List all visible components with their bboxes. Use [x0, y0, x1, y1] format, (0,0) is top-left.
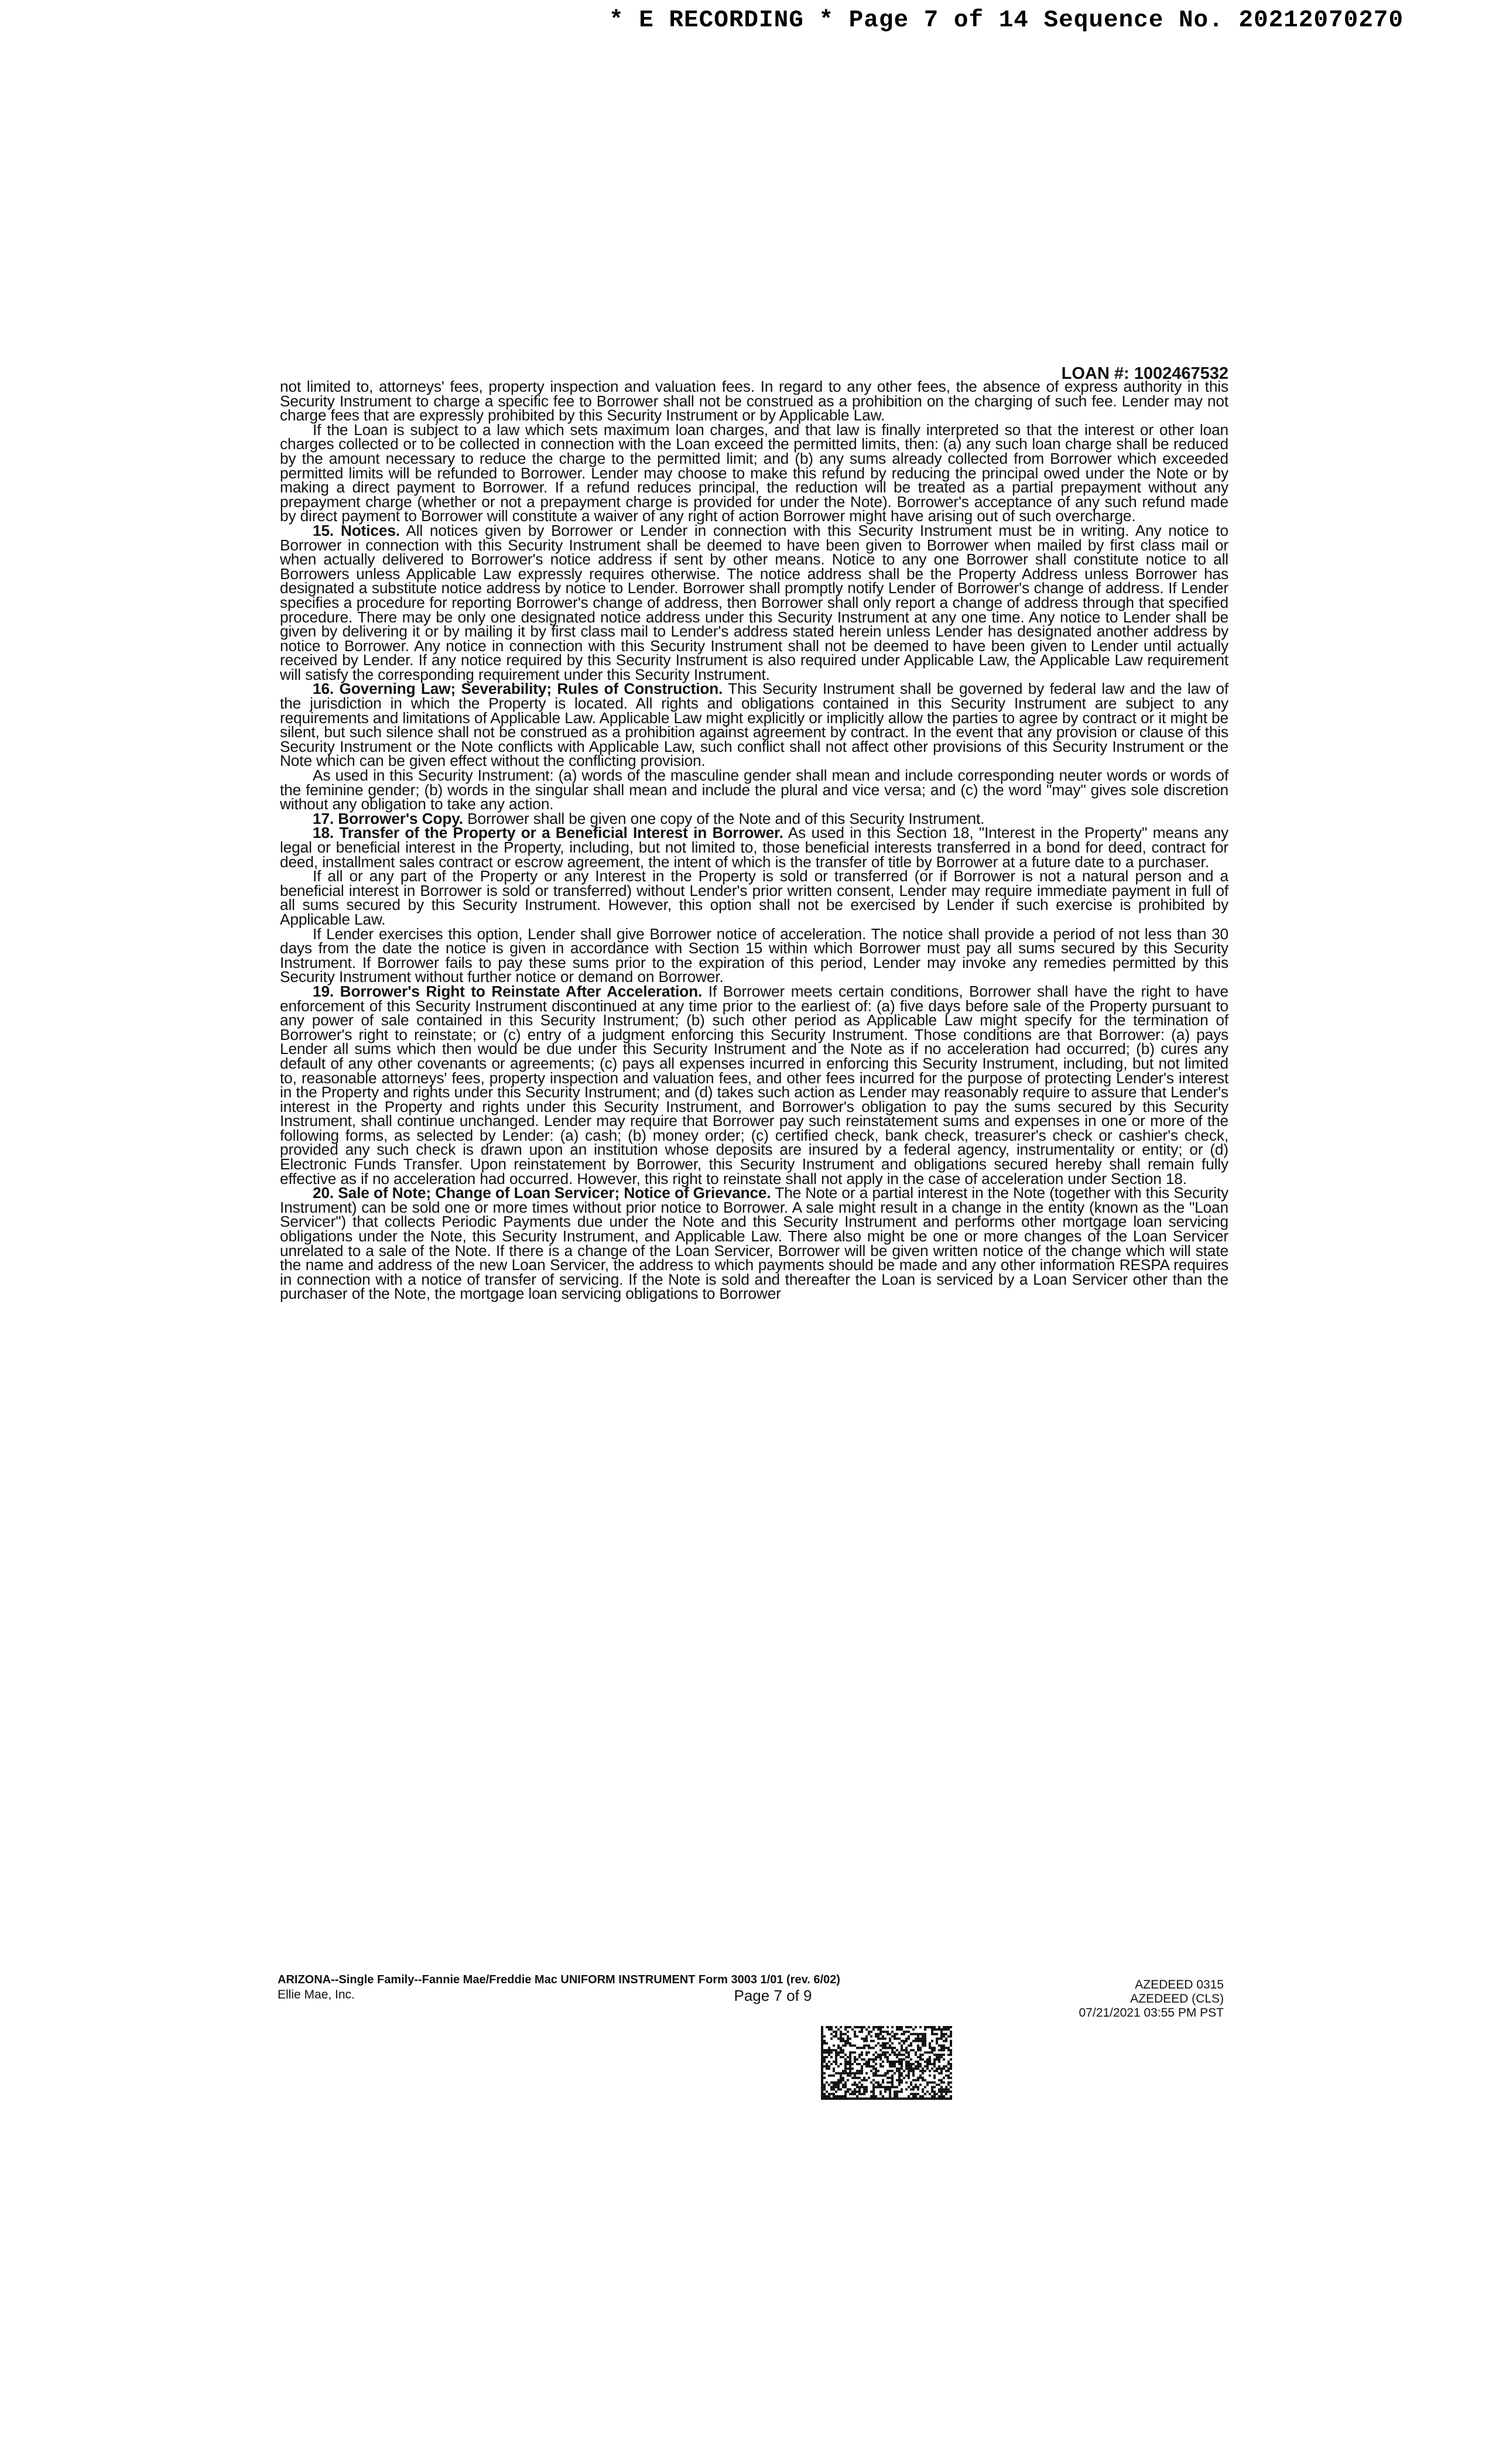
section-heading: 18. Transfer of the Property or a Beneficial Interest in Borrower.	[313, 824, 783, 842]
loan-number: LOAN #: 1002467532	[1061, 364, 1228, 383]
section-17-borrowers-copy: 17. Borrower's Copy. Borrower shall be given one copy of the Note and of this Security Instrument.	[313, 809, 985, 827]
document-body	[280, 379, 1228, 1301]
form-code: AZEDEED 0315	[1135, 1978, 1224, 1991]
section-heading: 20. Sale of Note; Change of Loan Servicer; Notice of Grievance.	[313, 1184, 771, 1202]
form-code-cls: AZEDEED (CLS)	[1130, 1992, 1224, 2006]
section-heading: 19. Borrower's Right to Reinstate After Acceleration.	[313, 982, 703, 1000]
page-number: Page 7 of 9	[734, 1987, 812, 2004]
paragraph: If Lender exercises this option, Lender shall give Borrower notice of acceleration. The notice shall provide a period of not less than 30 days from the date the notice is given in accordance with Section 15 within which Borrower must pay all sums secured by this Security Instrument. If Borrower fails to pay these sums prior to the expiration of this period, Lender may invoke any remedies permitted by this Security Instrument without further notice or demand on Borrower.	[280, 925, 1228, 986]
section-heading: 15. Notices.	[313, 521, 400, 539]
2d-barcode-icon	[821, 2026, 952, 2100]
section-20-sale-of-note: 20. Sale of Note; Change of Loan Servicer; Notice of Grievance. The Note or a partial interest in the Note (together with this Security Instrument) can be sold one or more times without prior notice to Borrower. A sale might result in a change in the entity (known as the "Loan Servicer") that collects Periodic Payments due under the Note and this Security Instrument and performs other mortgage loan servicing obligations under the Note, this Security Instrument, and Applicable Law. There also might be one or more changes of the Loan Servicer unrelated to a sale of the Note. If there is a change of the Loan Servicer, Borrower will be given written notice of the change which will state the name and address of the new Loan Servicer, the address to which payments should be made and any other information RESPA requires in connection with a notice of transfer of servicing. If the Note is sold and thereafter the Loan is serviced by a Loan Servicer other than the purchaser of the Note, the mortgage loan servicing obligations to Borrower	[280, 1184, 1228, 1303]
recording-header: * E RECORDING * Page 7 of 14 Sequence No. 20212070270	[609, 7, 1404, 34]
form-identifier: ARIZONA--Single Family--Fannie Mae/Freddie Mac UNIFORM INSTRUMENT Form 3003 1/01 (rev. 6/02)	[278, 1973, 840, 1986]
section-18-transfer: 18. Transfer of the Property or a Beneficial Interest in Borrower. As used in this Section 18, "Interest in the Property" means any legal or beneficial interest in the Property, including, but not limited to, those beneficial interests transferred in a bond for deed, contract for deed, installment sales contract or escrow agreement, the intent of which is the transfer of title by Borrower at a future date to a purchaser.	[280, 824, 1229, 871]
section-heading: 17. Borrower's Copy.	[313, 809, 463, 827]
paragraph: If all or any part of the Property or any Interest in the Property is sold or transferred (or if Borrower is not a natural person and a beneficial interest in Borrower is sold or transferred) without Lender's prior written consent, Lender may require immediate payment in full of all sums secured by this Security Instrument. However, this option shall not be exercised by Lender if such exercise is prohibited by Applicable Law.	[280, 867, 1228, 928]
company-name: Ellie Mae, Inc.	[278, 1988, 355, 2001]
section-heading: 16. Governing Law; Severability; Rules of Construction.	[313, 680, 723, 698]
footer-codes	[1031, 1978, 1224, 2020]
section-15-notices: 15. Notices. All notices given by Borrower or Lender in connection with this Security Instrument must be in writing. Any notice to Borrower in connection with this Security Instrument shall be deemed to have been given to Borrower when mailed by first class mail or when actually delivered to Borrower's notice address if sent by other means. Notice to any one Borrower shall constitute notice to all Borrowers unless Applicable Law expressly requires otherwise. The notice address shall be the Property Address unless Borrower has designated a substitute notice address by notice to Lender. Borrower shall promptly notify Lender of Borrower's change of address. If Lender specifies a procedure for reporting Borrower's change of address, then Borrower shall only report a change of address through that specified procedure. There may be only one designated notice address under this Security Instrument at any one time. Any notice to Lender shall be given by delivering it or by mailing it by first class mail to Lender's address stated herein unless Lender has designated another address by notice to Borrower. Any notice in connection with this Security Instrument shall not be deemed to have been given to Lender until actually received by Lender. If any notice required by this Security Instrument is also required under Applicable Law, the Applicable Law requirement will satisfy the corresponding requirement under this Security Instrument.	[280, 521, 1229, 683]
section-19-reinstate: 19. Borrower's Right to Reinstate After Acceleration. If Borrower meets certain conditions, Borrower shall have the right to have enforcement of this Security Instrument discontinued at any time prior to the earliest of: (a) five days before sale of the Property pursuant to any power of sale contained in this Security Instrument; (b) such other period as Applicable Law might specify for the termination of Borrower's right to reinstate; or (c) entry of a judgment enforcing this Security Instrument. Those conditions are that Borrower: (a) pays Lender all sums which then would be due under this Security Instrument and the Note as if no acceleration had occurred; (b) cures any default of any other covenants or agreements; (c) pays all expenses incurred in enforcing this Security Instrument, including, but not limited to, reasonable attorneys' fees, property inspection and valuation fees, and other fees incurred for the purpose of protecting Lender's interest in the Property and rights under this Security Instrument; and (d) takes such action as Lender may reasonably require to assure that Lender's interest in the Property and rights under this Security Instrument, and Borrower's obligation to pay the sums secured by this Security Instrument, shall continue unchanged. Lender may require that Borrower pay such reinstatement sums and expenses in one or more of the following forms, as selected by Lender: (a) cash; (b) money order; (c) certified check, bank check, treasurer's check or cashier's check, provided any such check is drawn upon an institution whose deposits are insured by a federal agency, instrumentality or entity; or (d) Electronic Funds Transfer. Upon reinstatement by Borrower, this Security Instrument and obligations secured hereby shall remain fully effective as if no acceleration had occurred. However, this right to reinstate shall not apply in the case of acceleration under Section 18.	[280, 982, 1229, 1187]
paragraph: If the Loan is subject to a law which sets maximum loan charges, and that law is finally interpreted so that the interest or other loan charges collected or to be collected in connection with the Loan exceed the permitted limits, then: (a) any such loan charge shall be reduced by the amount necessary to reduce the charge to the permitted limit; and (b) any sums already collected from Borrower which exceeded permitted limits will be refunded to Borrower. Lender may choose to make this refund by reducing the principal owed under the Note or by making a direct payment to Borrower. If a refund reduces principal, the reduction will be treated as a partial prepayment without any prepayment charge (whether or not a prepayment charge is provided for under the Note). Borrower's acceptance of any such refund made by direct payment to Borrower will constitute a waiver of any right of action Borrower might have arising out of such overcharge.	[280, 420, 1228, 525]
section-16-governing-law: 16. Governing Law; Severability; Rules of Construction. This Security Instrument shall be governed by federal law and the law of the jurisdiction in which the Property is located. All rights and obligations contained in this Security Instrument are subject to any requirements and limitations of Applicable Law. Applicable Law might explicitly or implicitly allow the parties to agree by contract or it might be silent, but such silence shall not be construed as a prohibition against agreement by contract. In the event that any provision or clause of this Security Instrument or the Note conflicts with Applicable Law, such conflict shall not affect other provisions of this Security Instrument or the Note which can be given effect without the conflicting provision.	[280, 680, 1228, 770]
paragraph: As used in this Security Instrument: (a) words of the masculine gender shall mean and include corresponding neuter words or words of the feminine gender; (b) words in the singular shall mean and include the plural and vice versa; and (c) the word "may" gives sole discretion without any obligation to take any action.	[280, 766, 1228, 813]
paragraph: not limited to, attorneys' fees, property inspection and valuation fees. In regard to any other fees, the absence of express authority in this Security Instrument to charge a specific fee to Borrower shall not be construed as a prohibition on the charging of such fee. Lender may not charge fees that are expressly prohibited by this Security Instrument or by Applicable Law.	[280, 378, 1228, 425]
print-timestamp: 07/21/2021 03:55 PM PST	[1079, 2006, 1224, 2020]
